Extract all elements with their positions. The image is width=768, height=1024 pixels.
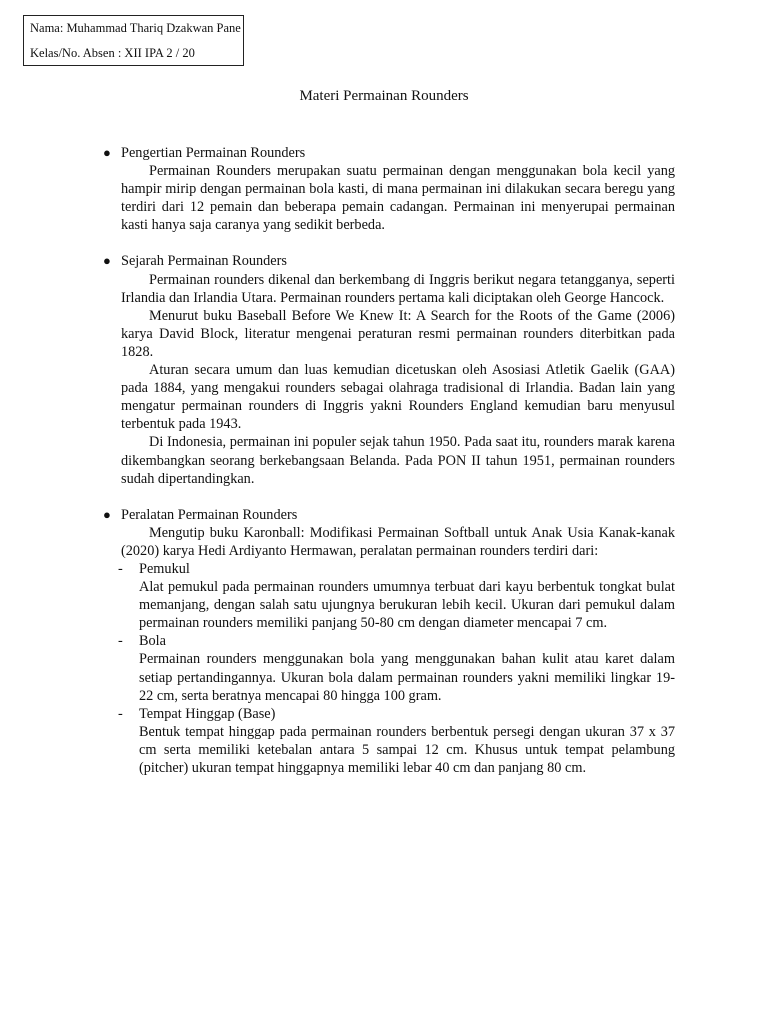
list-item-bola [118, 632, 675, 704]
equipment-list [118, 560, 675, 777]
paragraph: Di Indonesia, permainan ini populer sejak tahun 1950. Pada saat itu, rounders marak karena dikembangkan seorang berkebangsaan Belanda. Pada PON II tahun 1951, permainan rounders sudah dipertandingkan. [121, 434, 675, 487]
page-title: Materi Permainan Rounders [299, 88, 469, 104]
dash-marker: - [118, 560, 123, 577]
dash-marker: - [118, 633, 123, 650]
student-info-box [23, 15, 244, 66]
section-heading: Peralatan Permainan Rounders [121, 506, 298, 523]
item-label: Pemukul [139, 560, 190, 577]
bullet-icon: ● [103, 253, 111, 269]
paragraph: Mengutip buku Karonball: Modifikasi Permainan Softball untuk Anak Usia Kanak-kanak (2020) karya Hedi Ardiyanto Hermawan, peralatan permainan rounders terdiri dari: [121, 524, 675, 559]
item-label: Tempat Hinggap (Base) [139, 705, 276, 722]
section-heading: Sejarah Permainan Rounders [121, 253, 287, 270]
paragraph: Permainan rounders dikenal dan berkembang di Inggris berikut negara tetangganya, seperti Irlandia dan Irlandia Utara. Permainan rounders pertama kali diciptakan oleh George Hancock. [121, 271, 675, 306]
document-body [103, 144, 675, 795]
bullet-icon: ● [103, 145, 111, 160]
paragraph: Permainan Rounders merupakan suatu permainan dengan menggunakan bola kecil yang hampir mirip dengan permainan bola kasti, di mana permainan ini dilakukan secara beregu yang terdiri dari 12 pemain dan beberapa pemain cadangan. Permainan ini menyerupai permainan kasti hanya saja caranya yang sedikit berbeda. [121, 163, 675, 234]
paragraph: Aturan secara umum dan luas kemudian dicetuskan oleh Asosiasi Atletik Gaelik (GAA) pada 1884, yang mengakui rounders sebagai olahraga tradisional di Irlandia. Badan lain yang mengatur permainan rounders di Inggris yakni Rounders England kemudian baru menyusul terbentuk pada 1943. [121, 362, 675, 433]
section-pengertian [103, 144, 675, 234]
list-item-tempat-hinggap [118, 705, 675, 777]
bullet-icon: ● [103, 506, 111, 522]
dash-marker: - [118, 705, 123, 722]
list-item-pemukul [118, 560, 675, 632]
section-peralatan [103, 506, 675, 777]
student-name: Nama: Muhammad Thariq Dzakwan Pane [30, 21, 241, 35]
section-sejarah [103, 252, 675, 487]
section-heading: Pengertian Permainan Rounders [121, 145, 306, 161]
item-text: Alat pemukul pada permainan rounders umumnya terbuat dari kayu berbentuk tongkat bulat memanjang, dengan salah satu ujungnya berukuran lebih kecil. Ukuran dari pemukul dalam permainan rounders memiliki panjang 50-80 cm dengan diameter mencapai 7 cm. [139, 579, 675, 632]
paragraph: Menurut buku Baseball Before We Knew It: A Search for the Roots of the Game (2006) karya David Block, literatur mengenai peraturan resmi permainan rounders diterbitkan pada 1828. [121, 307, 675, 360]
item-text: Bentuk tempat hinggap pada permainan rounders berbentuk persegi dengan ukuran 37 x 37 cm serta memiliki ketebalan antara 5 sampai 12 cm. Khusus untuk tempat pelambung (pitcher) ukuran tempat hinggapnya memiliki lebar 40 cm dan panjang 80 cm. [139, 723, 675, 776]
item-text: Permainan rounders menggunakan bola yang menggunakan bahan kulit atau karet dalam setiap pertandingannya. Ukuran bola dalam permainan rounders yakni memiliki lingkar 19-22 cm, serta beratnya mencapai 80 hingga 100 gram. [139, 651, 675, 704]
item-label: Bola [139, 633, 167, 650]
student-class-number: Kelas/No. Absen : XII IPA 2 / 20 [30, 46, 195, 60]
